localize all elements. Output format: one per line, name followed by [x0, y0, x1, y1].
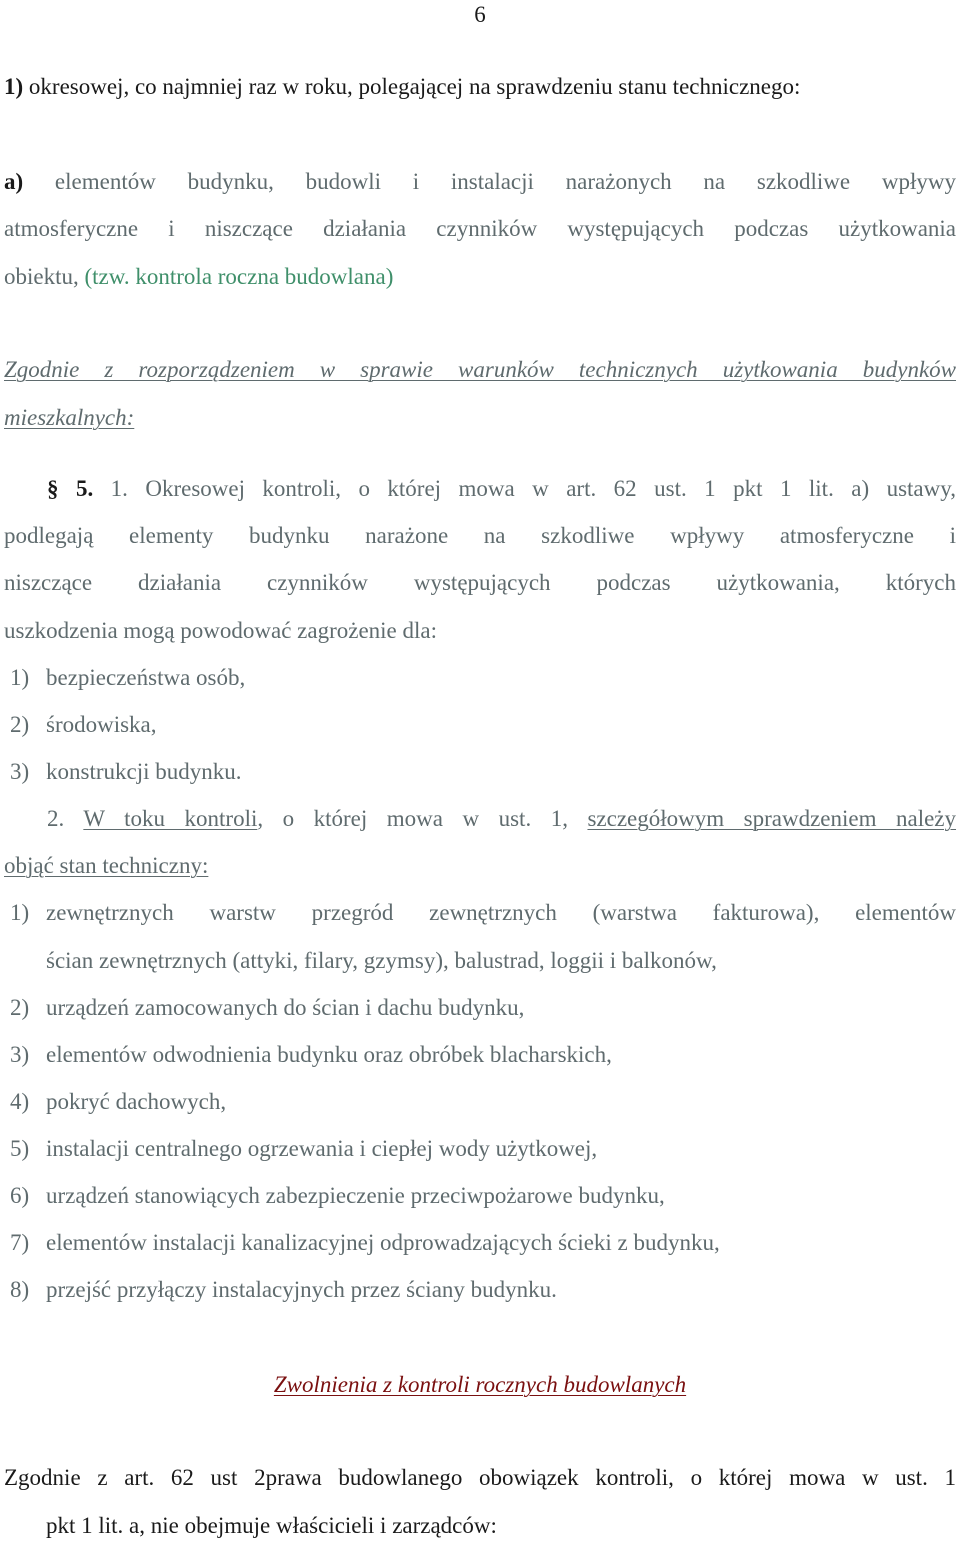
list-item-text: urządzeń stanowiących zabezpieczenie przeciwpożarowe budynku,: [46, 1183, 665, 1208]
list-item-text: urządzeń zamocowanych do ścian i dachu budynku,: [46, 995, 525, 1020]
list-item-num: 1): [10, 665, 30, 690]
list-item-num: 6): [10, 1183, 30, 1208]
section1-a-line2: atmosferyczne i niszczące działania czynników występujących podczas użytkowania: [4, 216, 956, 241]
list-item-num: 5): [10, 1136, 30, 1161]
paragraph5-p1-text1: 1. Okresowej kontroli, o której mowa w art. 62 ust. 1 pkt 1 lit. a) ustawy,: [93, 476, 957, 501]
list2-item: [10, 995, 956, 1021]
section1-a-text1: elementów budynku, budowli i instalacji narażonych na szkodliwe wpływy: [23, 169, 956, 194]
section1-a-label: a): [4, 169, 24, 194]
section1-a-line3-note: (tzw. kontrola roczna budowlana): [84, 264, 394, 289]
list-item-text: elementów odwodnienia budynku oraz obróbek blacharskich,: [46, 1042, 612, 1067]
list-item-text: pokryć dachowych,: [46, 1089, 227, 1114]
section1-a-line1: [4, 169, 956, 195]
paragraph5-line2: podlegają elementy budynku narażone na szkodliwe wpływy atmosferyczne i: [4, 523, 956, 548]
paragraph5-p2-underlined1: W toku kontroli: [83, 806, 258, 831]
list2-item: [10, 1136, 956, 1162]
paragraph5-p2-underlined2: szczegółowym sprawdzeniem należy: [587, 806, 957, 831]
list1-item: [10, 712, 956, 738]
list-item-text: przejść przyłączy instalacyjnych przez ściany budynku.: [46, 1277, 557, 1302]
section1-heading-text: okresowej, co najmniej raz w roku, polegającej na sprawdzeniu stanu technicznego:: [23, 74, 801, 99]
list2-item: [10, 1089, 956, 1115]
paragraph5-section-sign: § 5.: [47, 476, 94, 501]
list-item-num: 1): [10, 900, 30, 925]
list2-item: [10, 1230, 956, 1256]
list-item-text: elementów instalacji kanalizacyjnej odprowadzających ścieki z budynku,: [46, 1230, 720, 1255]
list2-item-continuation: ścian zewnętrznych (attyki, filary, gzymsy), balustrad, loggii i balkonów,: [46, 948, 717, 973]
section1-heading-num: 1): [4, 74, 24, 99]
list2-item: [10, 900, 956, 926]
list-item-num: 2): [10, 995, 30, 1020]
exemptions-heading: Zwolnienia z kontroli rocznych budowlanych: [273, 1372, 687, 1397]
paragraph5-line3: niszczące działania czynników występujących podczas użytkowania, których: [4, 570, 956, 595]
list-item-num: 4): [10, 1089, 30, 1114]
list-item-num: 7): [10, 1230, 30, 1255]
list2-item: [10, 1277, 956, 1303]
list-item-num: 3): [10, 759, 30, 784]
section1-a-line3-start: obiektu,: [4, 264, 85, 289]
list1-item: [10, 759, 956, 785]
regulation-line2: mieszkalnych:: [4, 405, 135, 430]
list-item-num: 3): [10, 1042, 30, 1067]
list-item-text: bezpieczeństwa osób,: [46, 665, 246, 690]
list-item-num: 8): [10, 1277, 30, 1302]
list-item-text: instalacji centralnego ogrzewania i ciepłej wody użytkowej,: [46, 1136, 598, 1161]
paragraph5-line4: uszkodzenia mogą powodować zagrożenie dla:: [4, 618, 437, 643]
list-item-text: środowiska,: [46, 712, 157, 737]
list2-item: [10, 1183, 956, 1209]
exemptions-line1: Zgodnie z art. 62 ust 2prawa budowlanego obowiązek kontroli, o której mowa w ust. 1: [4, 1465, 956, 1490]
exemptions-line2: pkt 1 lit. a, nie obejmuje właścicieli i zarządców:: [46, 1513, 497, 1538]
list-item-num: 2): [10, 712, 30, 737]
paragraph5-p2-line1: [47, 806, 956, 832]
regulation-line1: Zgodnie z rozporządzeniem w sprawie warunków technicznych użytkowania budynków: [4, 357, 956, 382]
list-item-text: konstrukcji budynku.: [46, 759, 242, 784]
paragraph5-p2-num: 2.: [47, 806, 65, 831]
list1-item: [10, 665, 956, 691]
page-number: 6: [474, 2, 486, 27]
paragraph5-p2-mid: , o której mowa w ust. 1,: [257, 806, 588, 831]
paragraph5-line1: [47, 476, 956, 502]
section1-heading: [4, 74, 800, 100]
list-item-text: zewnętrznych warstw przegród zewnętrznych (warstwa fakturowa), elementów: [46, 900, 956, 925]
paragraph5-p2-line2: objąć stan techniczny:: [4, 853, 209, 878]
list2-item: [10, 1042, 956, 1068]
section1-a-line3: [4, 264, 393, 290]
